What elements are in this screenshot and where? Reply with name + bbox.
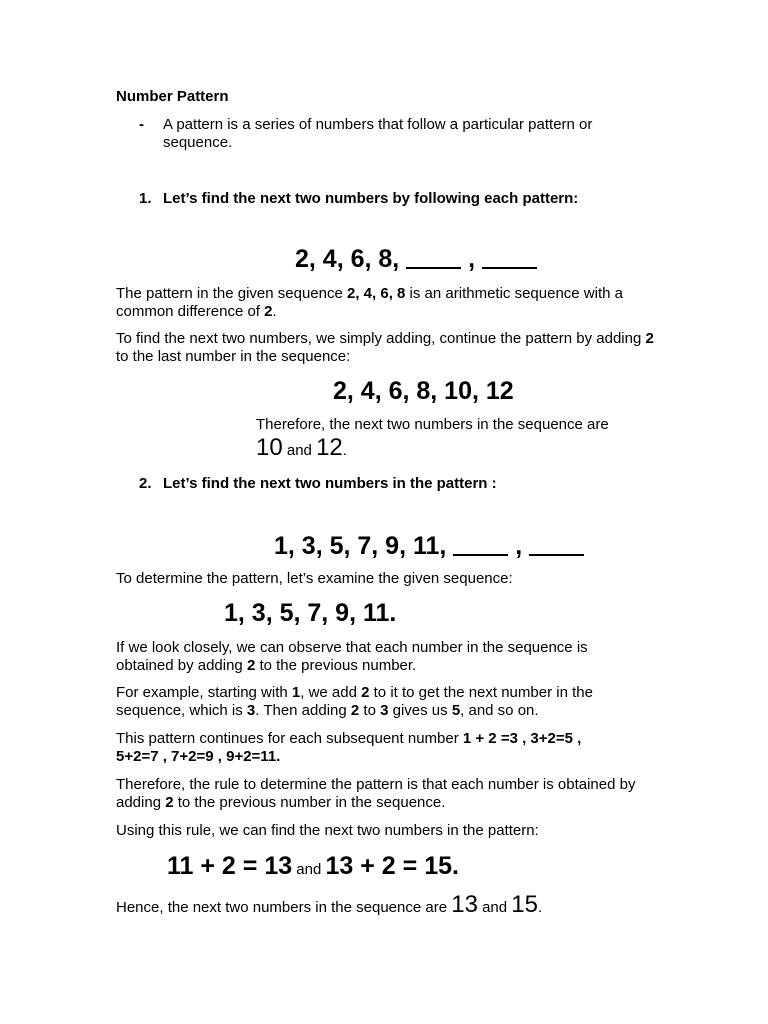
text: To find the next two numbers, we simply adding, continue the pattern by adding bbox=[116, 330, 646, 347]
q2-using-rule: Using this rule, we can find the next two numbers in the pattern: bbox=[116, 822, 539, 839]
bullet-dash: - bbox=[139, 116, 144, 133]
q1-conclusion-text: Therefore, the next two numbers in the sequence are bbox=[256, 416, 609, 433]
number-bold: 2 bbox=[165, 794, 174, 811]
text: Hence, the next two numbers in the sequence are bbox=[116, 899, 448, 916]
q1-blank-1 bbox=[406, 245, 461, 269]
and-word: and bbox=[286, 442, 312, 459]
number-bold: 3 bbox=[246, 702, 256, 719]
text: to bbox=[359, 702, 381, 719]
q1-sequence-text: 2, 4, 6, 8, bbox=[295, 245, 400, 273]
number-bold: 3 bbox=[380, 702, 389, 719]
q1-conclusion-answers bbox=[256, 434, 347, 462]
number-bold: 2 bbox=[246, 657, 256, 674]
q2-rule bbox=[116, 776, 641, 812]
number-bold: 2 bbox=[264, 303, 273, 320]
q1-number: 1. bbox=[139, 190, 152, 207]
text: is an arithmetic sequence with a common difference of bbox=[116, 285, 623, 320]
number-bold: 5 bbox=[451, 702, 461, 719]
q1-full-sequence: 2, 4, 6, 8, 10, 12 bbox=[333, 377, 514, 405]
q2-observation bbox=[116, 639, 616, 675]
text: to the previous number. bbox=[255, 657, 417, 674]
text: For example, starting with bbox=[116, 684, 292, 701]
text: , we add bbox=[300, 684, 362, 701]
number-bold: 2 bbox=[645, 330, 654, 347]
q1-paragraph-1 bbox=[116, 285, 656, 321]
q2-blank-1 bbox=[453, 532, 508, 556]
q2-heading: Let’s find the next two numbers in the pattern : bbox=[163, 475, 497, 492]
q2-continuation bbox=[116, 730, 606, 766]
text: to it to get the next number in the sequence, which is bbox=[116, 684, 593, 719]
and-word: and bbox=[482, 899, 508, 916]
q1-blank-comma: , bbox=[468, 245, 476, 273]
q2-conclusion bbox=[116, 891, 542, 919]
text: If we look closely, we can observe that each number in the sequence is obtained by adding bbox=[116, 639, 588, 674]
text: This pattern continues for each subsequent number bbox=[116, 730, 463, 747]
q1-blank-2 bbox=[482, 245, 537, 269]
and-word: and bbox=[296, 861, 322, 878]
answer-15: 15 bbox=[511, 891, 538, 918]
q2-sequence bbox=[274, 531, 584, 561]
period: . bbox=[342, 442, 347, 459]
q1-heading: Let’s find the next two numbers by following each pattern: bbox=[163, 190, 579, 207]
intro-text: A pattern is a series of numbers that follow a particular pattern or sequence. bbox=[163, 116, 593, 151]
q2-sequence-text: 1, 3, 5, 7, 9, 11, bbox=[274, 532, 447, 560]
page-title: Number Pattern bbox=[116, 88, 229, 105]
q2-given-sequence: 1, 3, 5, 7, 9, 11. bbox=[224, 599, 397, 627]
answer-12: 12 bbox=[316, 434, 343, 461]
period: . bbox=[538, 899, 543, 916]
answer-10: 10 bbox=[256, 434, 283, 461]
answer-13: 13 bbox=[451, 891, 478, 918]
text: gives us bbox=[388, 702, 452, 719]
equation-1: 11 + 2 = 13 bbox=[167, 852, 293, 880]
text: , and so on. bbox=[460, 702, 539, 719]
text: to the previous number in the sequence. bbox=[173, 794, 446, 811]
q2-blank-comma: , bbox=[515, 532, 523, 560]
number-bold: 2 bbox=[361, 684, 370, 701]
q2-examine-text: To determine the pattern, let’s examine the given sequence: bbox=[116, 570, 513, 587]
equation-2: 13 + 2 = 15. bbox=[325, 852, 459, 880]
q1-paragraph-2 bbox=[116, 330, 656, 366]
number-bold: 2 bbox=[350, 702, 360, 719]
text: . bbox=[272, 303, 277, 320]
q2-blank-2 bbox=[529, 532, 584, 556]
q2-number: 2. bbox=[139, 475, 152, 492]
q2-equations bbox=[167, 851, 459, 881]
text: . Then adding bbox=[255, 702, 351, 719]
equations-bold: 1 + 2 =3 , 3+2=5 , 5+2=7 , 7+2=9 , 9+2=11. bbox=[116, 730, 582, 765]
text: Therefore, the rule to determine the pattern is that each number is obtained by adding bbox=[116, 776, 636, 811]
text: The pattern in the given sequence bbox=[116, 285, 347, 302]
q2-example bbox=[116, 684, 616, 720]
q1-sequence bbox=[295, 244, 537, 274]
number-bold: 1 bbox=[291, 684, 301, 701]
sequence-bold: 2, 4, 6, 8 bbox=[347, 285, 406, 302]
text: to the last number in the sequence: bbox=[116, 348, 351, 365]
